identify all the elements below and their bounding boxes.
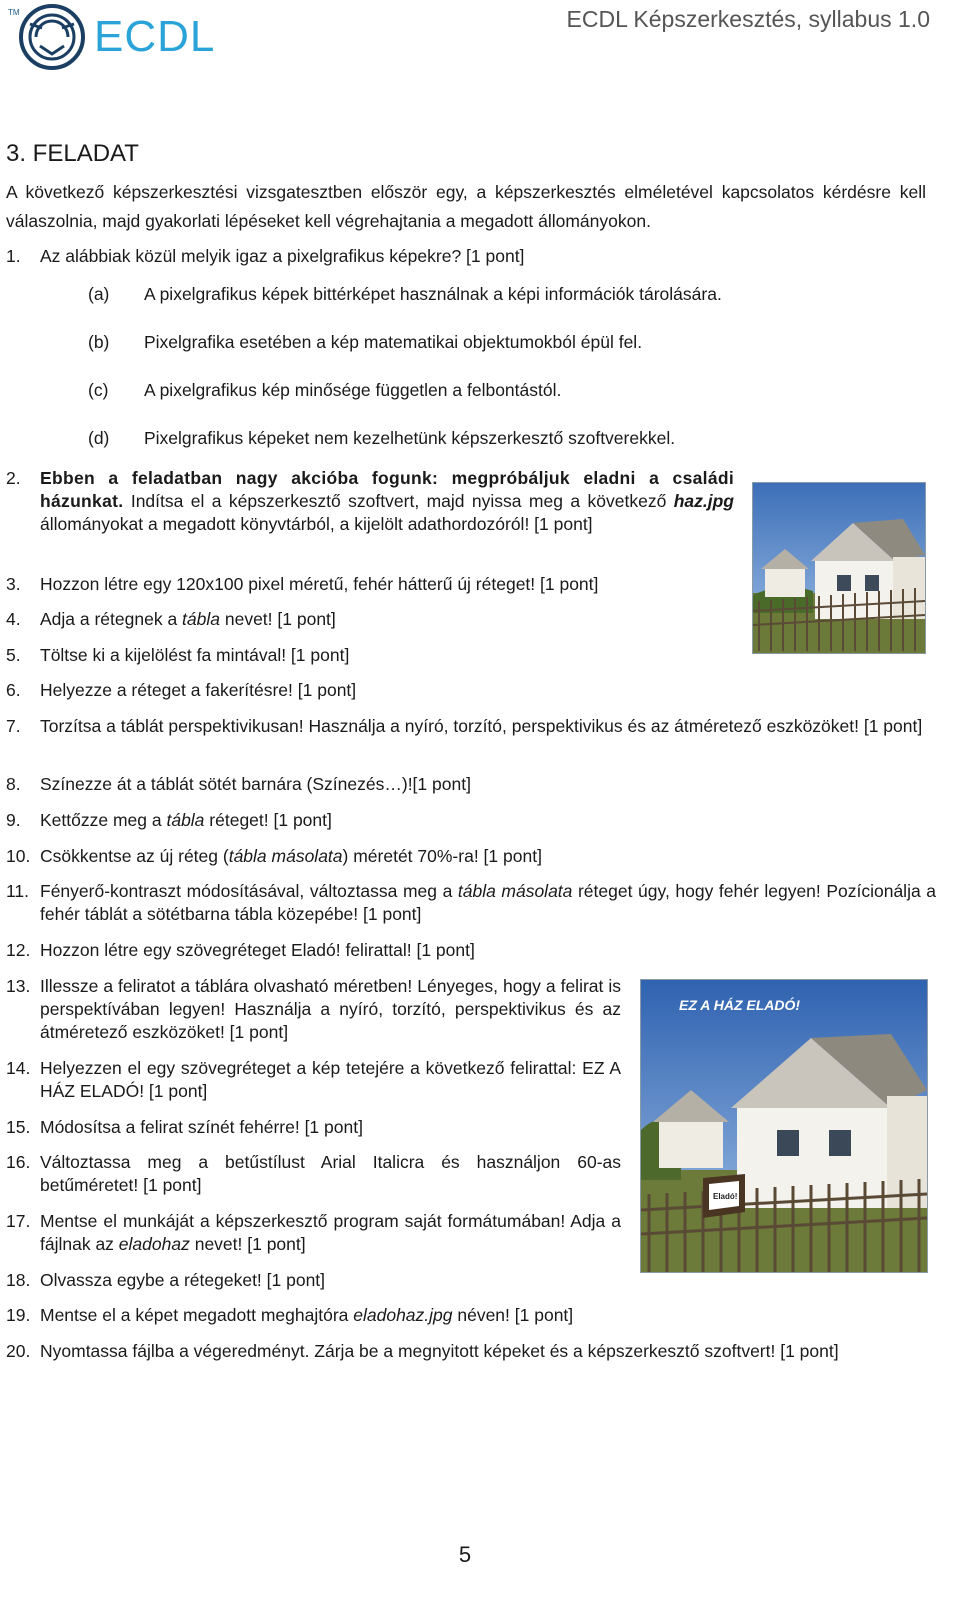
item-number: 18. [6,1270,31,1290]
item-text-part: Kettőzze meg a [40,810,167,830]
ecdl-logo [6,2,216,72]
item-number: 20. [6,1341,31,1361]
item-text: Illessze a feliratot a táblára olvasható méretben! Lényeges, hogy a felirat is perspektívában legyen! Használja a nyíró, torzító, perspektivikus és az átméretező eszközöket! [1 pont] [40,976,621,1042]
item-14 [6,1057,621,1103]
item-number: 5. [6,645,21,665]
layer-name: tábla [182,609,220,629]
item-13 [6,975,621,1044]
item-text-part: réteget úgy, hogy fehér legyen! Pozícionálja a fehér táblát a sötétbarna tábla közepébe! [1 pont] [40,881,936,924]
item-text [40,608,734,631]
item-number: 11. [6,881,30,901]
item-4 [6,608,734,631]
item-20 [6,1340,936,1363]
item-text: Hozzon létre egy 120x100 pixel méretű, fehér hátterű új réteget! [1 pont] [40,574,599,594]
item-text-part: néven! [1 pont] [452,1305,574,1325]
item-18 [6,1269,936,1292]
item-number: 12. [6,940,31,960]
layer-name: tábla másolata [457,881,573,901]
item-text-part: Csökkentse az új réteg ( [40,846,229,866]
option-text: A pixelgrafikus képek bittérképet használnak a képi információk tárolására. [144,284,722,304]
item-number: 8. [6,774,21,794]
item-text: Helyezzen el egy szövegréteget a kép tetejére a következő felirattal: EZ A HÁZ ELADÓ! [1 pont] [40,1058,621,1101]
item-10 [6,845,936,868]
item-16 [6,1151,621,1197]
file-name: eladohaz.jpg [353,1305,453,1325]
item-text: Színezze át a táblát sötét barnára (Színezés…)![1 pont] [40,774,471,794]
item-17 [6,1210,621,1256]
item-6 [6,679,734,702]
item-text-part: Fényerő-kontraszt módosításával, változtassa meg a [40,881,458,901]
item-3 [6,573,734,596]
house-photo [752,482,926,654]
item-text-part: Adja a rétegnek a [40,609,183,629]
item-text-part: nevet! [1 pont] [220,609,336,629]
item-number: 14. [6,1058,31,1078]
option-label: (c) [88,380,109,400]
item-number: 9. [6,810,21,830]
item-number: 2. [6,468,21,488]
item-12 [6,939,936,962]
item-number: 4. [6,609,21,629]
item-text: Helyezze a réteget a fakerítésre! [1 pont] [40,680,357,700]
item-text-part: Mentse el a képet megadott meghajtóra [40,1305,354,1325]
item-text [40,880,936,926]
item-text [40,809,936,832]
item-text-part: réteget! [1 pont] [204,810,332,830]
item-9 [6,809,936,832]
layer-name: tábla [166,810,205,830]
question-text: Az alábbiak közül melyik igaz a pixelgrafikus képekre? [1 pont] [40,246,525,266]
item-text-part: Mentse el munkáját a képszerkesztő program saját formátumában! Adja a fájlnak az [40,1211,621,1254]
item-number: 1. [6,246,21,266]
option-label: (d) [88,428,110,448]
option-text: Pixelgrafikus képeket nem kezelhetünk képszerkesztő szoftverekkel. [144,428,676,448]
item-text [40,1304,936,1327]
item-text [40,845,936,868]
item-bold-text: Ebben a feladatban nagy akcióba fogunk: megpróbáljuk eladni a családi házunkat. [40,468,734,511]
item-text: Töltse ki a kijelölést fa mintával! [1 pont] [40,645,350,665]
item-text: Nyomtassa fájlba a végeredményt. Zárja be a megnyitott képeket és a képszerkesztő szoftvert! [1 pont] [40,1341,839,1361]
item-text: Torzítsa a táblát perspektivikusan! Használja a nyíró, torzító, perspektivikus és az átméretező eszközöket! [1 pont] [40,716,923,736]
item-text: Módosítsa a felirat színét fehérre! [1 pont] [40,1117,363,1137]
for-sale-headline: EZ A HÁZ ELADÓ! [679,997,801,1013]
item-text: Olvassza egybe a rétegeket! [1 pont] [40,1270,326,1290]
item-number: 13. [6,976,31,996]
page-number: 5 [458,1542,472,1567]
item-number: 19. [6,1305,31,1325]
sign-text: Eladó! [713,1192,738,1201]
item-2 [6,467,734,536]
house-for-sale-photo [640,979,928,1273]
item-text: Hozzon létre egy szövegréteget Eladó! felirattal! [1 pont] [40,940,475,960]
item-15 [6,1116,621,1139]
item-8 [6,773,936,796]
option-label: (b) [88,332,110,352]
item-text [40,467,734,536]
logo-tm: TM [8,8,20,17]
item-text-part: Indítsa el a képszerkesztő szoftvert, majd nyissa meg a következő [123,491,674,511]
item-number: 16. [6,1152,31,1172]
file-name: haz.jpg [673,491,734,511]
item-number: 10. [6,846,31,866]
section-title: 3. FELADAT [6,140,139,167]
ecdl-globe-icon [16,2,88,72]
option-text: A pixelgrafikus kép minősége független a felbontástól. [144,380,562,400]
item-11 [6,880,936,926]
file-name: eladohaz [118,1234,190,1254]
item-number: 3. [6,574,21,594]
item-5 [6,644,734,667]
item-number: 6. [6,680,21,700]
intro-paragraph: A következő képszerkesztési vizsgatesztben először egy, a képszerkesztés elméletével kapcsolatos kérdésre kell válaszolnia, majd gyakorlati lépéseket kell végrehajtania a megadott állományokon. [6,182,926,231]
item-text-part: állományokat a megadott könyvtárból, a kijelölt adathordozóról! [1 pont] [40,514,593,534]
item-text-part: ) méretét 70%-ra! [1 pont] [342,846,542,866]
header-title: ECDL Képszerkesztés, syllabus 1.0 [566,6,930,32]
item-number: 7. [6,716,21,736]
item-number: 17. [6,1211,31,1231]
item-7 [6,715,936,738]
option-text: Pixelgrafika esetében a kép matematikai objektumokból épül fel. [144,332,643,352]
item-19 [6,1304,936,1327]
question-1 [6,245,936,268]
item-text [40,1210,621,1256]
item-text-part: nevet! [1 pont] [189,1234,306,1254]
layer-name: tábla másolata [228,846,343,866]
item-text: Változtassa meg a betűstílust Arial Italicra és használjon 60-as betűméretet! [1 pont] [40,1152,621,1195]
option-label: (a) [88,284,110,304]
logo-text: ECDL [94,12,216,61]
item-number: 15. [6,1117,31,1137]
